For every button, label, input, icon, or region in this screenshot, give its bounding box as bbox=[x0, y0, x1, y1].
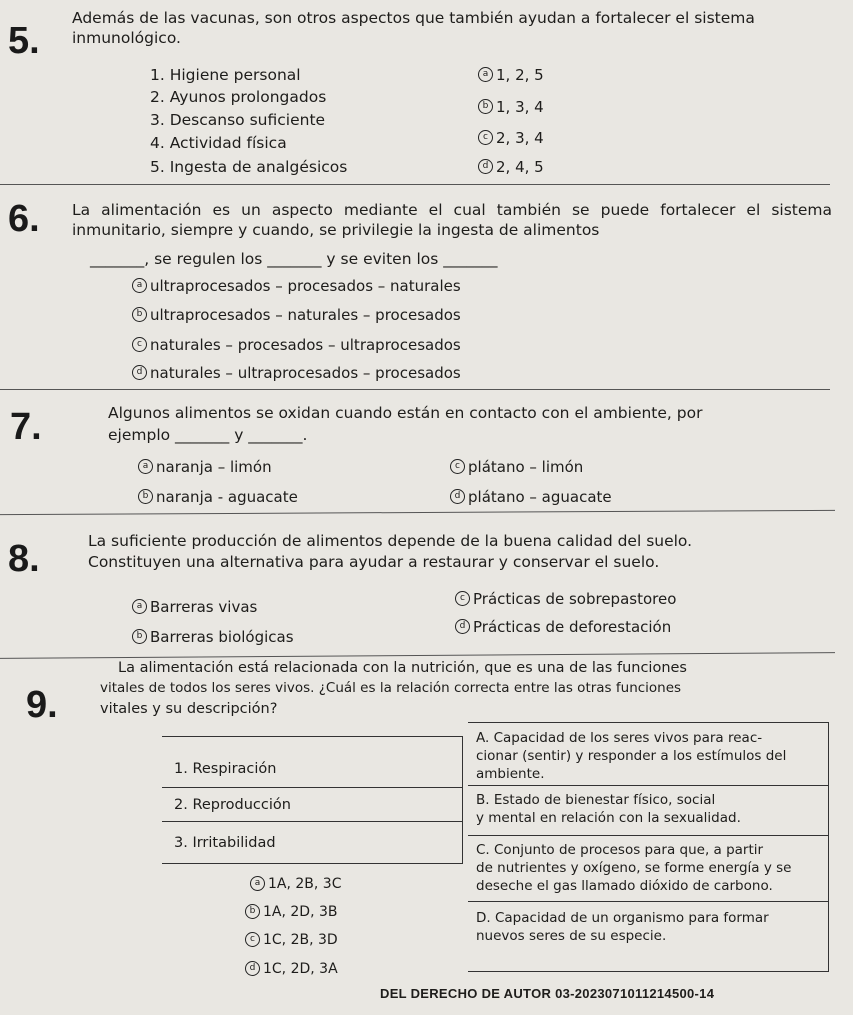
q6-option-a-text: ultraprocesados – procesados – naturales bbox=[150, 277, 461, 295]
option-bubble-icon: d bbox=[132, 365, 147, 380]
option-bubble-icon: b bbox=[138, 489, 153, 504]
option-bubble-icon: a bbox=[138, 459, 153, 474]
option-bubble-icon: c bbox=[132, 337, 147, 352]
q5-option-d-text: 2, 4, 5 bbox=[496, 158, 544, 176]
option-bubble-icon: b bbox=[245, 904, 260, 919]
option-bubble-icon: d bbox=[450, 489, 465, 504]
description-a bbox=[476, 729, 786, 783]
q5-option-a-text: 1, 2, 5 bbox=[496, 66, 544, 84]
question-6-stem-blanks: _______, se regulen los _______ y se eviten los _______ bbox=[90, 250, 498, 268]
q7-option-d[interactable] bbox=[450, 488, 612, 506]
description-b-line1: B. Estado de bienestar físico, social bbox=[476, 792, 716, 808]
copyright-footer: DEL DERECHO DE AUTOR 03-2023071011214500-14 bbox=[380, 986, 715, 1001]
option-bubble-icon: b bbox=[132, 629, 147, 644]
q9-option-d-text: 1C, 2D, 3A bbox=[263, 961, 338, 977]
function-item-3: 3. Irritabilidad bbox=[174, 835, 276, 851]
q7-option-c[interactable] bbox=[450, 458, 583, 476]
q7-option-d-text: plátano – aguacate bbox=[468, 488, 612, 506]
q6-option-b-text: ultraprocesados – naturales – procesados bbox=[150, 306, 461, 324]
divider bbox=[0, 389, 830, 390]
option-bubble-icon: d bbox=[478, 159, 493, 174]
q7-option-b[interactable] bbox=[138, 488, 298, 506]
divider bbox=[0, 184, 830, 185]
question-6-stem: La alimentación es un aspecto mediante el cual también se puede fortalecer el sistema inmunitario, siempre y cuando, se privilegie la ingesta de alimentos bbox=[72, 201, 832, 239]
question-9-stem-line1: La alimentación está relacionada con la nutrición, que es una de las funciones bbox=[118, 660, 687, 676]
option-bubble-icon: b bbox=[132, 307, 147, 322]
question-6-number: 6. bbox=[8, 198, 40, 240]
q5-option-b[interactable] bbox=[478, 98, 544, 116]
question-8-stem-line2: Constituyen una alternativa para ayudar a restaurar y conservar el suelo. bbox=[88, 553, 660, 571]
description-b-line2: y mental en relación con la sexualidad. bbox=[476, 810, 741, 826]
q6-option-b[interactable] bbox=[132, 306, 461, 324]
option-bubble-icon: b bbox=[478, 99, 493, 114]
question-7-number: 7. bbox=[10, 406, 42, 448]
q5-option-c-text: 2, 3, 4 bbox=[496, 129, 544, 147]
q8-option-a-text: Barreras vivas bbox=[150, 598, 258, 616]
q7-option-b-text: naranja - aguacate bbox=[156, 488, 298, 506]
description-d bbox=[476, 909, 769, 945]
question-5-number: 5. bbox=[8, 20, 40, 62]
question-7-stem-line2: ejemplo _______ y _______. bbox=[108, 426, 308, 444]
q6-option-d-text: naturales – ultraprocesados – procesados bbox=[150, 364, 461, 382]
q8-option-c-text: Prácticas de sobrepastoreo bbox=[473, 590, 677, 608]
option-bubble-icon: d bbox=[245, 961, 260, 976]
descriptions-table bbox=[468, 722, 829, 972]
divider bbox=[0, 652, 835, 659]
q7-option-a-text: naranja – limón bbox=[156, 458, 272, 476]
option-bubble-icon: c bbox=[450, 459, 465, 474]
question-5-stem: Además de las vacunas, son otros aspectos que también ayudan a fortalecer el sistema inmunológico. bbox=[72, 9, 755, 47]
q8-option-b[interactable] bbox=[132, 628, 294, 646]
description-c-line3: deseche el gas llamado dióxido de carbono. bbox=[476, 878, 773, 894]
option-bubble-icon: a bbox=[132, 278, 147, 293]
question-9-number: 9. bbox=[26, 684, 58, 726]
q9-option-a-text: 1A, 2B, 3C bbox=[268, 876, 342, 892]
cell-divider bbox=[162, 787, 462, 788]
q5-item-1: 1. Higiene personal bbox=[150, 66, 301, 84]
description-d-line1: D. Capacidad de un organismo para formar bbox=[476, 910, 769, 926]
description-c-line1: C. Conjunto de procesos para que, a partir bbox=[476, 842, 764, 858]
question-7-stem-line1: Algunos alimentos se oxidan cuando están en contacto con el ambiente, por bbox=[108, 404, 703, 422]
functions-table bbox=[162, 736, 463, 864]
q5-item-5: 5. Ingesta de analgésicos bbox=[150, 158, 348, 176]
q5-option-c[interactable] bbox=[478, 129, 544, 147]
q9-option-a[interactable] bbox=[250, 876, 341, 892]
description-a-line3: ambiente. bbox=[476, 766, 545, 782]
option-bubble-icon: c bbox=[245, 932, 260, 947]
option-bubble-icon: a bbox=[478, 67, 493, 82]
function-item-2: 2. Reproducción bbox=[174, 797, 291, 813]
cell-divider bbox=[468, 785, 828, 786]
q8-option-c[interactable] bbox=[455, 590, 676, 608]
divider bbox=[0, 510, 835, 515]
function-item-1: 1. Respiración bbox=[174, 761, 277, 777]
q6-option-d[interactable] bbox=[132, 364, 461, 382]
cell-divider bbox=[468, 901, 828, 902]
q9-option-c[interactable] bbox=[245, 932, 338, 948]
question-8-stem-line1: La suficiente producción de alimentos depende de la buena calidad del suelo. bbox=[88, 532, 693, 550]
q8-option-a[interactable] bbox=[132, 598, 257, 616]
q9-option-b[interactable] bbox=[245, 904, 337, 920]
q8-option-d-text: Prácticas de deforestación bbox=[473, 618, 672, 636]
description-c-line2: de nutrientes y oxígeno, se forme energía y se bbox=[476, 860, 792, 876]
description-a-line1: A. Capacidad de los seres vivos para reac- bbox=[476, 730, 763, 746]
option-bubble-icon: c bbox=[478, 130, 493, 145]
cell-divider bbox=[468, 835, 828, 836]
q8-option-b-text: Barreras biológicas bbox=[150, 628, 294, 646]
q9-option-d[interactable] bbox=[245, 961, 338, 977]
description-a-line2: cionar (sentir) y responder a los estímulos del bbox=[476, 748, 787, 764]
q5-option-b-text: 1, 3, 4 bbox=[496, 98, 544, 116]
description-c bbox=[476, 841, 791, 895]
question-8-number: 8. bbox=[8, 538, 40, 580]
q5-option-a[interactable] bbox=[478, 66, 544, 84]
option-bubble-icon: a bbox=[132, 599, 147, 614]
q5-item-2: 2. Ayunos prolongados bbox=[150, 88, 327, 106]
description-d-line2: nuevos seres de su especie. bbox=[476, 928, 667, 944]
q9-option-b-text: 1A, 2D, 3B bbox=[263, 904, 338, 920]
q7-option-a[interactable] bbox=[138, 458, 272, 476]
q5-item-4: 4. Actividad física bbox=[150, 134, 287, 152]
q6-option-c[interactable] bbox=[132, 336, 461, 354]
option-bubble-icon: a bbox=[250, 876, 265, 891]
q8-option-d[interactable] bbox=[455, 618, 671, 636]
q6-option-c-text: naturales – procesados – ultraprocesados bbox=[150, 336, 461, 354]
q5-option-d[interactable] bbox=[478, 158, 544, 176]
description-b bbox=[476, 791, 741, 827]
question-9-stem-line3: vitales y su descripción? bbox=[100, 701, 278, 717]
question-9-stem-line2: vitales de todos los seres vivos. ¿Cuál es la relación correcta entre las otras funciones bbox=[100, 680, 682, 696]
q5-item-3: 3. Descanso suficiente bbox=[150, 111, 326, 129]
q6-option-a[interactable] bbox=[132, 277, 461, 295]
q9-option-c-text: 1C, 2B, 3D bbox=[263, 932, 338, 948]
q7-option-c-text: plátano – limón bbox=[468, 458, 584, 476]
cell-divider bbox=[162, 821, 462, 822]
option-bubble-icon: d bbox=[455, 619, 470, 634]
option-bubble-icon: c bbox=[455, 591, 470, 606]
